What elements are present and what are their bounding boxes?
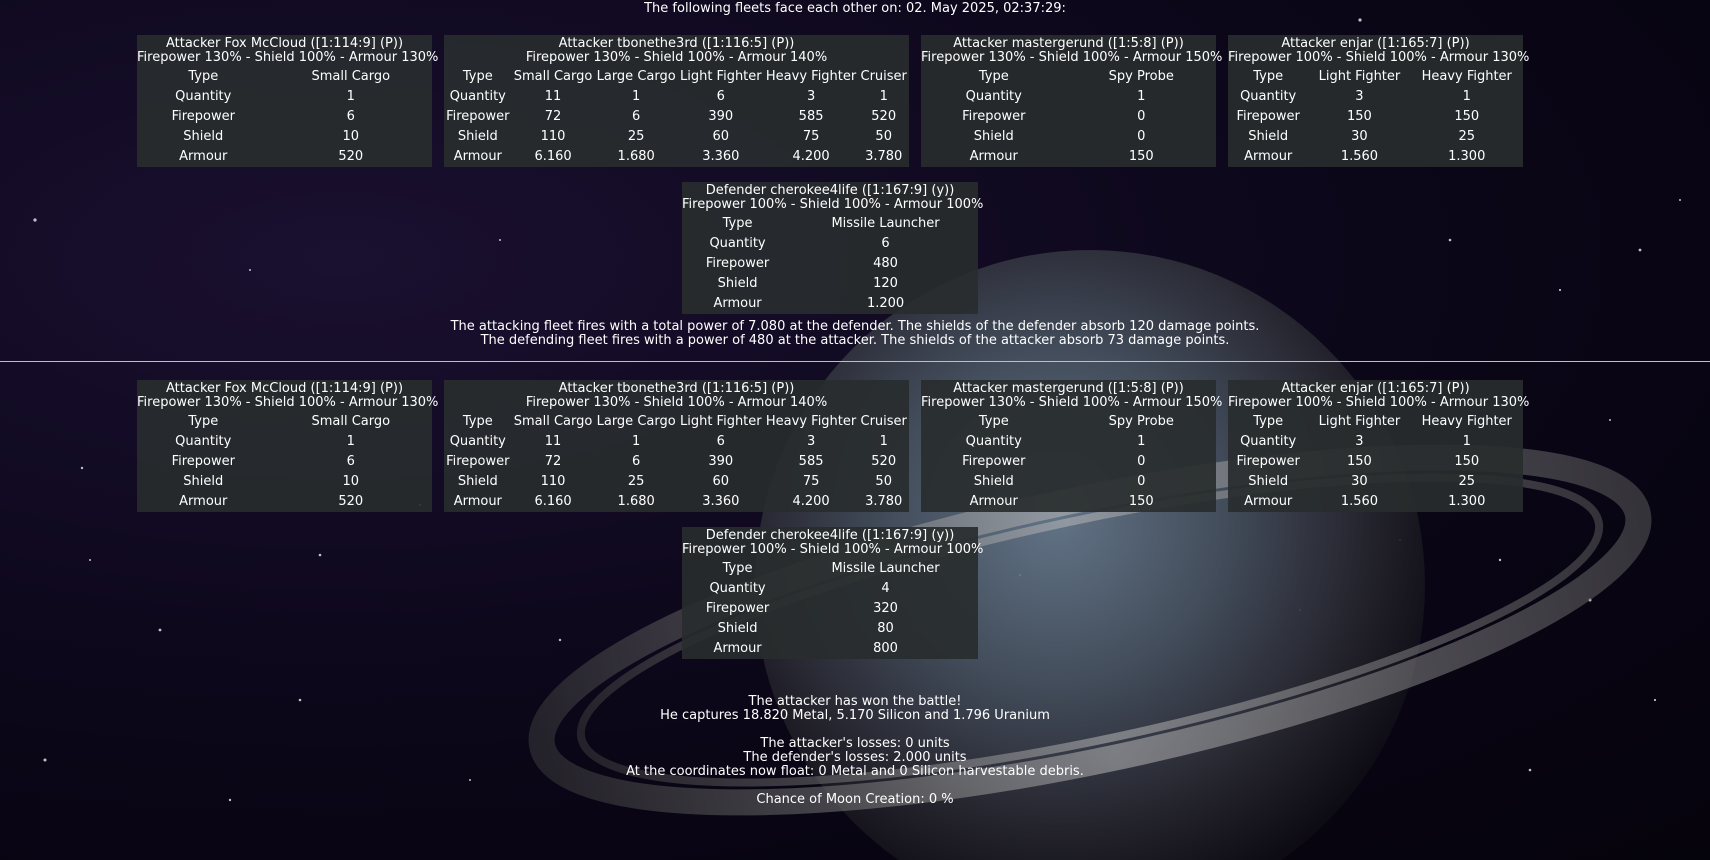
ship-type-header: Spy Probe [1108,414,1174,429]
row-label: Type [1253,414,1284,429]
attacker-fleet-panel [444,380,909,512]
ship-stat-cell: 6 [716,434,725,449]
ship-stat-cell: 150 [1128,149,1154,164]
ship-stat-cell: 3 [1355,89,1364,104]
ship-type-header: Cruiser [860,69,907,84]
row-label: Firepower [1236,454,1300,469]
table-row [1228,147,1523,167]
ship-stat-cell: 60 [712,129,730,144]
ship-type-header: Heavy Fighter [765,69,857,84]
row-label: Type [722,561,753,576]
ship-stat-cell: 3.360 [702,494,740,509]
fleet-tech-levels: Firepower 130% - Shield 100% - Armour 150% [921,50,1223,65]
ship-stat-cell: 4.200 [792,149,830,164]
table-row [921,147,1216,167]
fleet-owner-title: Attacker enjar ([1:165:7] (P)) [1281,36,1470,51]
fleet-tech-levels: Firepower 100% - Shield 100% - Armour 100% [682,542,984,557]
row-label: Shield [717,276,758,291]
ship-stat-cell: 0 [1137,454,1146,469]
table-row [137,147,432,167]
row-label: Armour [969,149,1018,164]
attacker-fleet-panel [1228,380,1530,512]
table-row [137,412,432,432]
ship-stat-cell: 25 [627,474,645,489]
table-row [137,432,432,452]
row-label: Shield [717,621,758,636]
ship-stat-cell: 25 [1458,474,1476,489]
row-label: Firepower [962,454,1026,469]
row-label: Armour [713,296,762,311]
ship-stat-cell: 1 [1462,434,1471,449]
attacker-fleet-panel [137,35,439,167]
ship-stat-cell: 1 [1137,434,1146,449]
table-row [1228,472,1523,492]
table-row [682,559,978,579]
row-label: Shield [1248,129,1289,144]
round-summary [0,320,1710,348]
ship-type-header: Small Cargo [311,69,391,84]
table-row [444,412,909,432]
table-row [921,87,1216,107]
row-label: Firepower [171,109,235,124]
ship-type-header: Cruiser [860,414,907,429]
row-label: Armour [1244,149,1293,164]
fleet-owner-title: Defender cherokee4life ([1:167:9] (y)) [705,183,955,198]
row-label: Quantity [709,581,766,596]
ship-stat-cell: 1 [879,89,888,104]
attacker-fleet-panel [921,380,1223,512]
table-row [1228,492,1523,512]
ship-stat-cell: 50 [875,129,892,144]
ship-stat-cell: 6.160 [534,494,572,509]
ship-type-header: Light Fighter [679,414,762,429]
ship-stat-cell: 520 [338,149,364,164]
ship-stat-cell: 390 [708,109,734,124]
ship-stat-cell: 1 [346,434,355,449]
ship-type-header: Spy Probe [1108,69,1174,84]
row-label: Quantity [449,434,506,449]
fleet-owner-title: Attacker mastergerund ([1:5:8] (P)) [953,381,1184,396]
table-row [444,127,909,147]
fleet-owner-title: Attacker enjar ([1:165:7] (P)) [1281,381,1470,396]
table-row [682,599,978,619]
ship-stat-cell: 0 [1137,129,1146,144]
defender-losses: The defender's losses: 2.000 units [743,750,967,765]
table-row [921,452,1216,472]
ship-stat-cell: 25 [1458,129,1476,144]
ship-type-header: Light Fighter [1318,414,1401,429]
row-label: Type [462,69,493,84]
row-label: Quantity [709,236,766,251]
row-label: Firepower [705,256,770,271]
ship-stat-cell: 6 [716,89,725,104]
row-label: Armour [453,149,502,164]
row-label: Quantity [449,89,506,104]
attacker-losses: The attacker's losses: 0 units [760,736,950,751]
table-row [1228,87,1523,107]
ship-stat-cell: 72 [544,109,562,124]
fleet-owner-title: Attacker Fox McCloud ([1:114:9] (P)) [165,36,404,51]
ship-type-header: Large Cargo [596,414,676,429]
row-label: Shield [457,474,498,489]
fleet-ship-table [682,559,978,659]
ship-stat-cell: 3.360 [702,149,740,164]
winner-text: The attacker has won the battle! [748,694,962,709]
row-label: Shield [1248,474,1289,489]
ship-stat-cell: 6 [881,236,890,251]
row-label: Firepower [1236,109,1300,124]
row-label: Type [1253,69,1284,84]
ship-stat-cell: 800 [873,641,898,656]
table-row [921,472,1216,492]
table-row [137,67,432,87]
table-row [137,87,432,107]
fleet-ship-table [137,67,432,167]
fleet-tech-levels: Firepower 130% - Shield 100% - Armour 130% [137,50,439,65]
ship-stat-cell: 50 [875,474,892,489]
ship-stat-cell: 1.560 [1340,494,1379,509]
ship-stat-cell: 72 [544,454,562,469]
fleet-owner-title: Defender cherokee4life ([1:167:9] (y)) [705,528,955,543]
table-row [682,639,978,659]
row-label: Type [188,414,219,429]
captures-text: He captures 18.820 Metal, 5.170 Silicon and 1.796 Uranium [660,708,1050,723]
fleet-ship-table [1228,412,1523,512]
ship-stat-cell: 3 [806,89,816,104]
ship-stat-cell: 520 [871,454,897,469]
fleet-tech-levels: Firepower 100% - Shield 100% - Armour 100% [682,197,984,212]
ship-stat-cell: 75 [802,474,820,489]
battle-result [0,695,1710,807]
table-row [444,492,909,512]
fleet-tech-levels: Firepower 130% - Shield 100% - Armour 140% [525,395,828,410]
row-label: Quantity [965,434,1022,449]
table-row [1228,452,1523,472]
table-row [1228,67,1523,87]
row-label: Shield [973,474,1014,489]
summary-line: The defending fleet fires with a power of 480 at the attacker. The shields of the attacker absorb 73 damage points. [480,333,1230,348]
table-row [444,452,909,472]
row-label: Shield [183,474,224,489]
ship-stat-cell: 585 [798,109,824,124]
ship-stat-cell: 1.680 [617,149,655,164]
ship-type-header: Light Fighter [1318,69,1401,84]
row-label: Shield [457,129,498,144]
table-row [137,107,432,127]
fleet-ship-table [682,214,978,314]
row-label: Armour [1244,494,1293,509]
ship-stat-cell: 390 [708,454,734,469]
ship-stat-cell: 4 [881,581,890,596]
row-label: Type [462,414,493,429]
table-row [137,472,432,492]
ship-stat-cell: 6 [346,109,355,124]
ship-type-header: Light Fighter [679,69,762,84]
table-row [444,432,909,452]
attacker-fleet-panel [444,35,909,167]
table-row [137,492,432,512]
row-label: Shield [183,129,224,144]
table-row [921,412,1216,432]
table-row [682,274,978,294]
ship-stat-cell: 3.780 [865,494,903,509]
table-row [1228,107,1523,127]
ship-stat-cell: 25 [627,129,645,144]
spacer [0,723,1710,737]
ship-stat-cell: 110 [540,129,566,144]
table-row [682,254,978,274]
ship-stat-cell: 1 [1462,89,1471,104]
row-label: Quantity [965,89,1022,104]
attacker-fleet-panel [682,182,984,314]
table-row [444,87,909,107]
ship-stat-cell: 120 [873,276,898,291]
table-row [921,127,1216,147]
ship-stat-cell: 150 [1454,109,1480,124]
attacker-fleet-panel [921,35,1223,167]
fleet-ship-table [444,412,909,512]
ship-stat-cell: 1.680 [617,494,655,509]
fleet-ship-table [1228,67,1523,167]
table-row [682,294,978,314]
ship-stat-cell: 6 [632,109,641,124]
ship-stat-cell: 1.300 [1448,149,1486,164]
row-label: Quantity [1240,89,1297,104]
ship-type-header: Heavy Fighter [1421,69,1512,84]
ship-type-header: Heavy Fighter [765,414,857,429]
table-row [1228,127,1523,147]
fleet-tech-levels: Firepower 130% - Shield 100% - Armour 130% [137,395,439,410]
table-row [1228,412,1523,432]
debris-text: At the coordinates now float: 0 Metal and 0 Silicon harvestable debris. [626,764,1084,779]
ship-stat-cell: 1.300 [1448,494,1486,509]
table-row [921,107,1216,127]
fleet-tech-levels: Firepower 100% - Shield 100% - Armour 130% [1228,50,1530,65]
row-label: Firepower [446,109,510,124]
ship-type-header: Missile Launcher [831,561,940,576]
ship-stat-cell: 320 [873,601,898,616]
ship-stat-cell: 1 [632,89,641,104]
ship-stat-cell: 11 [544,434,562,449]
table-row [137,127,432,147]
ship-stat-cell: 1 [879,434,888,449]
attacker-fleet-panel [682,527,984,659]
table-row [682,234,978,254]
row-label: Armour [179,149,228,164]
ship-stat-cell: 80 [877,621,894,636]
table-row [682,579,978,599]
ship-stat-cell: 60 [712,474,730,489]
fleet-tech-levels: Firepower 100% - Shield 100% - Armour 130% [1228,395,1530,410]
fleet-tech-levels: Firepower 130% - Shield 100% - Armour 150% [921,395,1223,410]
row-label: Armour [179,494,228,509]
fleet-ship-table [921,67,1216,167]
ship-stat-cell: 10 [342,129,360,144]
table-row [682,619,978,639]
ship-stat-cell: 6 [346,454,355,469]
row-label: Type [978,414,1009,429]
round-divider [0,361,1710,362]
ship-stat-cell: 1 [632,434,641,449]
fleet-owner-title: Attacker Fox McCloud ([1:114:9] (P)) [165,381,404,396]
table-row [682,214,978,234]
row-label: Armour [969,494,1018,509]
fleet-tech-levels: Firepower 130% - Shield 100% - Armour 140% [525,50,828,65]
ship-stat-cell: 6.160 [534,149,572,164]
ship-stat-cell: 1 [1137,89,1146,104]
report-header: The following fleets face each other on: 02. May 2025, 02:37:29: [644,1,1066,16]
attacker-fleet-panel [137,380,439,512]
ship-type-header: Heavy Fighter [1421,414,1512,429]
row-label: Shield [973,129,1014,144]
ship-stat-cell: 150 [1454,454,1480,469]
ship-stat-cell: 6 [632,454,641,469]
ship-stat-cell: 585 [798,454,824,469]
ship-stat-cell: 75 [802,129,820,144]
ship-stat-cell: 1.560 [1340,149,1379,164]
spacer [0,779,1710,793]
ship-stat-cell: 480 [873,256,898,271]
ship-stat-cell: 3 [806,434,816,449]
ship-stat-cell: 520 [871,109,897,124]
table-row [137,452,432,472]
row-label: Quantity [175,89,232,104]
row-label: Firepower [705,601,770,616]
table-row [444,472,909,492]
fleet-ship-table [921,412,1216,512]
ship-stat-cell: 0 [1137,474,1146,489]
fleet-ship-table [137,412,432,512]
ship-stat-cell: 150 [1128,494,1154,509]
row-label: Quantity [1240,434,1297,449]
ship-stat-cell: 150 [1347,454,1372,469]
ship-stat-cell: 10 [342,474,360,489]
ship-type-header: Missile Launcher [831,216,940,231]
ship-stat-cell: 11 [544,89,562,104]
row-label: Armour [453,494,502,509]
ship-type-header: Small Cargo [513,414,593,429]
ship-stat-cell: 1 [346,89,355,104]
ship-type-header: Large Cargo [596,69,676,84]
row-label: Quantity [175,434,232,449]
table-row [1228,432,1523,452]
row-label: Type [978,69,1009,84]
ship-type-header: Small Cargo [513,69,593,84]
summary-line: The attacking fleet fires with a total power of 7.080 at the defender. The shields of the defender absorb 120 damage points. [450,319,1260,334]
ship-stat-cell: 0 [1137,109,1146,124]
ship-stat-cell: 520 [338,494,364,509]
ship-type-header: Small Cargo [311,414,391,429]
table-row [444,147,909,167]
row-label: Firepower [962,109,1026,124]
ship-stat-cell: 150 [1347,109,1372,124]
fleet-owner-title: Attacker tbonethe3rd ([1:116:5] (P)) [558,381,795,396]
ship-stat-cell: 30 [1351,129,1368,144]
fleet-ship-table [444,67,909,167]
row-label: Firepower [171,454,235,469]
table-row [444,107,909,127]
table-row [921,67,1216,87]
fleet-owner-title: Attacker mastergerund ([1:5:8] (P)) [953,36,1184,51]
attacker-fleet-panel [1228,35,1530,167]
table-row [921,432,1216,452]
row-label: Type [188,69,219,84]
ship-stat-cell: 110 [540,474,566,489]
ship-stat-cell: 30 [1351,474,1368,489]
table-row [921,492,1216,512]
ship-stat-cell: 1.200 [866,296,905,311]
ship-stat-cell: 3 [1355,434,1364,449]
table-row [444,67,909,87]
row-label: Type [722,216,753,231]
moon-chance: Chance of Moon Creation: 0 % [756,792,954,807]
fleet-owner-title: Attacker tbonethe3rd ([1:116:5] (P)) [558,36,795,51]
row-label: Firepower [446,454,510,469]
ship-stat-cell: 4.200 [792,494,830,509]
ship-stat-cell: 3.780 [865,149,903,164]
row-label: Armour [713,641,762,656]
